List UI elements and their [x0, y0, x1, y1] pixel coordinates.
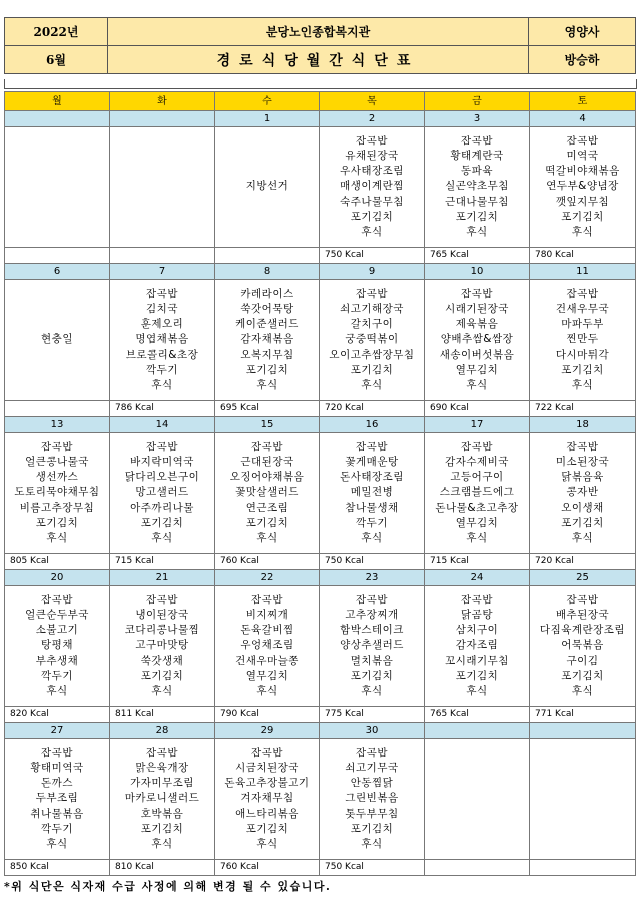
menu-item: 취나물볶음 [30, 807, 84, 820]
date-cell: 25 [530, 570, 636, 586]
day-header: 월 [5, 92, 110, 111]
menu-item: 쑥갓어묵탕 [240, 302, 294, 315]
menu-item: 후식 [151, 532, 173, 544]
menu-item: 포기김치 [140, 516, 184, 529]
menu-item: 부추생채 [35, 654, 79, 667]
kcal-cell: 750 Kcal [320, 248, 425, 264]
kcal-row [5, 401, 636, 417]
menu-item: 포기김치 [35, 516, 79, 529]
menu-item: 후식 [571, 685, 594, 697]
menu-item: 후식 [361, 532, 383, 544]
menu-cell [425, 739, 530, 860]
menu-item: 깍두기 [146, 363, 178, 376]
menu-cell [530, 739, 636, 860]
kcal-cell: 722 Kcal [530, 401, 636, 417]
year-cell: 2022년 [5, 18, 108, 46]
menu-cell [110, 433, 215, 554]
menu-item: 포기김치 [350, 822, 394, 835]
date-row [5, 111, 636, 127]
date-cell: 30 [320, 723, 425, 739]
date-row [5, 264, 636, 280]
menu-item: 포기김치 [561, 210, 604, 223]
menu-item: 숙주나물무침 [340, 195, 404, 208]
kcal-row [5, 248, 636, 264]
menu-item: 후식 [466, 379, 488, 391]
menu-item: 훈제오리 [140, 318, 184, 331]
menu-item: 포기김치 [561, 516, 604, 529]
menu-item: 우엉채조림 [240, 639, 294, 652]
menu-item: 맑은육개장 [135, 761, 189, 774]
menu-item: 포기김치 [350, 669, 394, 682]
menu-item: 깍두기 [41, 822, 73, 835]
menu-item: 카레라이스 [240, 287, 294, 300]
menu-item: 황태계란국 [450, 149, 504, 162]
date-cell: 21 [110, 570, 215, 586]
menu-cell [530, 433, 636, 554]
menu-item: 잡곡밥 [146, 746, 178, 759]
menu-cell [5, 280, 110, 401]
date-cell: 9 [320, 264, 425, 280]
menu-item: 잡곡밥 [566, 134, 599, 147]
month-cell: 6월 [5, 46, 108, 74]
date-cell: 11 [530, 264, 636, 280]
menu-cell [425, 280, 530, 401]
menu-item: 배추된장국 [555, 608, 610, 621]
date-cell: 22 [215, 570, 320, 586]
kcal-row [5, 707, 636, 723]
menu-item: 새송이버섯볶음 [439, 348, 515, 361]
date-cell: 28 [110, 723, 215, 739]
menu-item: 후식 [361, 685, 383, 697]
menu-item: 오복지무침 [240, 348, 294, 361]
kcal-cell: 805 Kcal [5, 554, 110, 570]
menu-item: 어묵볶음 [561, 639, 604, 652]
menu-item: 고구마맛탕 [135, 639, 189, 652]
menu-row [5, 433, 636, 554]
menu-cell [425, 433, 530, 554]
menu-item: 그린빈볶음 [345, 792, 399, 805]
date-cell: 6 [5, 264, 110, 280]
menu-table [4, 91, 636, 876]
menu-item: 톳두부무침 [345, 807, 399, 820]
menu-item: 비름고추장무침 [19, 501, 95, 514]
menu-item: 소불고기 [35, 624, 79, 637]
menu-item: 잡곡밥 [566, 593, 599, 606]
date-cell: 18 [530, 417, 636, 433]
menu-item: 포기김치 [455, 210, 499, 223]
menu-item: 유채된장국 [345, 149, 399, 162]
date-row [5, 723, 636, 739]
menu-item: 아주까리나물 [130, 501, 194, 514]
menu-item: 마파두부 [561, 318, 604, 331]
date-cell: 16 [320, 417, 425, 433]
menu-cell [110, 586, 215, 707]
kcal-cell: 780 Kcal [530, 248, 636, 264]
menu-row [5, 586, 636, 707]
menu-item: 망고샐러드 [135, 486, 189, 499]
menu-item: 실곤약초무침 [445, 180, 509, 193]
menu-item: 포기김치 [561, 363, 604, 376]
menu-item: 탕평채 [41, 639, 73, 652]
menu-item: 갈치구이 [350, 318, 394, 331]
menu-item: 포기김치 [245, 363, 289, 376]
date-cell [530, 723, 636, 739]
menu-item: 닭곰탕 [461, 608, 493, 621]
menu-item: 매생이계란찜 [340, 180, 404, 193]
menu-item: 호박볶음 [140, 807, 184, 820]
org-name: 분당노인종합복지관 [108, 18, 529, 46]
date-cell: 23 [320, 570, 425, 586]
menu-item: 후식 [151, 685, 173, 697]
kcal-row [5, 860, 636, 876]
menu-item: 멸치볶음 [350, 654, 394, 667]
date-cell: 29 [215, 723, 320, 739]
date-cell [425, 723, 530, 739]
menu-item: 다짐육계란장조림 [539, 624, 626, 637]
menu-item: 후식 [256, 532, 278, 544]
menu-item: 꼬시래기무침 [445, 654, 509, 667]
day-header: 화 [110, 92, 215, 111]
menu-item: 잡곡밥 [356, 593, 388, 606]
menu-cell [215, 280, 320, 401]
date-cell [110, 111, 215, 127]
menu-item: 잡곡밥 [251, 593, 283, 606]
menu-item: 돈육갈비찜 [240, 624, 294, 637]
menu-item: 잡곡밥 [356, 287, 388, 300]
date-cell: 10 [425, 264, 530, 280]
menu-item: 두부조림 [35, 792, 79, 805]
menu-item: 닭다리오븐구이 [124, 471, 200, 484]
page-title: 경로식당월간식단표 [108, 46, 529, 74]
footnote: *위 식단은 식자재 수급 사정에 의해 변경 될 수 있습니다. [4, 880, 332, 893]
kcal-cell: 765 Kcal [425, 707, 530, 723]
kcal-cell: 690 Kcal [425, 401, 530, 417]
menu-cell [215, 739, 320, 860]
menu-item: 열무김치 [455, 516, 499, 529]
menu-item: 양배추쌈&쌈장 [440, 333, 514, 346]
kcal-cell: 786 Kcal [110, 401, 215, 417]
kcal-row [5, 554, 636, 570]
menu-item: 포기김치 [350, 363, 394, 376]
menu-item: 잡곡밥 [41, 746, 73, 759]
menu-item: 쇠고기무국 [345, 761, 399, 774]
menu-item: 깻잎지무침 [555, 195, 610, 208]
day-header: 수 [215, 92, 320, 111]
date-cell: 14 [110, 417, 215, 433]
date-cell: 17 [425, 417, 530, 433]
menu-item: 바지락미역국 [130, 455, 194, 468]
menu-item: 고추장찌개 [345, 608, 399, 621]
menu-item: 후식 [466, 532, 488, 544]
menu-item: 포기김치 [245, 822, 289, 835]
menu-item: 현충일 [41, 333, 73, 346]
date-row [5, 570, 636, 586]
menu-item: 참나물생채 [345, 501, 399, 514]
menu-item: 잡곡밥 [251, 440, 283, 453]
date-cell: 15 [215, 417, 320, 433]
kcal-cell: 790 Kcal [215, 707, 320, 723]
menu-item: 후식 [571, 226, 594, 238]
menu-cell [110, 127, 215, 248]
date-cell: 1 [215, 111, 320, 127]
menu-cell [215, 586, 320, 707]
kcal-cell [530, 860, 636, 876]
menu-cell [215, 433, 320, 554]
kcal-cell [5, 248, 110, 264]
menu-item: 우사태장조림 [340, 165, 404, 178]
date-cell: 4 [530, 111, 636, 127]
date-cell: 8 [215, 264, 320, 280]
menu-item: 잡곡밥 [251, 746, 283, 759]
menu-cell [110, 739, 215, 860]
kcal-cell [5, 401, 110, 417]
menu-item: 미역국 [566, 149, 599, 162]
menu-item: 돈육고추장불고기 [224, 777, 310, 790]
menu-item: 꽃게매운탕 [345, 455, 399, 468]
kcal-cell: 775 Kcal [320, 707, 425, 723]
menu-item: 깍두기 [356, 516, 388, 529]
day-header: 목 [320, 92, 425, 111]
menu-item: 포기김치 [561, 669, 604, 682]
menu-item: 후식 [151, 379, 173, 391]
menu-item: 잡곡밥 [461, 593, 493, 606]
menu-cell [530, 586, 636, 707]
menu-cell [320, 586, 425, 707]
menu-item: 잡곡밥 [461, 287, 493, 300]
menu-item: 김치국 [146, 302, 178, 315]
date-cell: 20 [5, 570, 110, 586]
menu-item: 닭볶음육 [561, 471, 604, 484]
person-name: 방승하 [529, 46, 636, 74]
menu-item: 마카로니샐러드 [124, 792, 200, 805]
menu-cell [425, 586, 530, 707]
menu-cell [5, 739, 110, 860]
menu-item: 오이고추쌈장무침 [329, 348, 415, 361]
menu-cell [320, 280, 425, 401]
menu-item: 후식 [46, 532, 68, 544]
menu-item: 후식 [151, 838, 173, 850]
date-cell: 3 [425, 111, 530, 127]
menu-item: 구이김 [566, 654, 599, 667]
menu-cell [215, 127, 320, 248]
menu-item: 포기김치 [245, 516, 289, 529]
kcal-cell: 771 Kcal [530, 707, 636, 723]
menu-item: 후식 [571, 532, 594, 544]
menu-item: 가자미무조림 [130, 777, 194, 790]
menu-item: 감자수제비국 [445, 455, 509, 468]
menu-item: 후식 [571, 379, 594, 391]
menu-item: 황태미역국 [30, 761, 84, 774]
menu-item: 떡갈비야채볶음 [545, 165, 620, 178]
menu-item: 잡곡밥 [41, 440, 73, 453]
menu-item: 고등어구이 [450, 471, 504, 484]
menu-item: 후식 [46, 685, 68, 697]
kcal-cell: 750 Kcal [320, 554, 425, 570]
menu-item: 포기김치 [140, 669, 184, 682]
menu-cell [110, 280, 215, 401]
menu-item: 시래기된장국 [445, 302, 509, 315]
menu-item: 메밀전병 [350, 486, 394, 499]
menu-item: 함박스테이크 [340, 624, 404, 637]
menu-item: 잡곡밥 [356, 746, 388, 759]
day-header: 금 [425, 92, 530, 111]
menu-item: 지방선거 [245, 180, 289, 193]
menu-item: 잡곡밥 [41, 593, 73, 606]
menu-item: 연근조림 [245, 501, 289, 514]
menu-item: 포기김치 [455, 669, 499, 682]
menu-item: 후식 [256, 685, 278, 697]
menu-item: 후식 [361, 838, 383, 850]
menu-item: 건새우무국 [555, 302, 610, 315]
role-label: 영양사 [529, 18, 636, 46]
date-cell: 24 [425, 570, 530, 586]
menu-item: 후식 [466, 685, 488, 697]
menu-item: 애느타리볶음 [235, 807, 299, 820]
menu-item: 얼큰콩나물국 [25, 455, 89, 468]
menu-item: 연두부&양념장 [546, 180, 619, 193]
day-header-row [5, 92, 636, 111]
kcal-cell: 720 Kcal [320, 401, 425, 417]
kcal-cell: 750 Kcal [320, 860, 425, 876]
menu-item: 명엽채볶음 [135, 333, 189, 346]
menu-item: 후식 [361, 379, 383, 391]
menu-cell [530, 280, 636, 401]
kcal-cell: 820 Kcal [5, 707, 110, 723]
menu-item: 열무김치 [455, 363, 499, 376]
menu-item: 돈사태장조림 [340, 471, 404, 484]
menu-item: 포기김치 [140, 822, 184, 835]
menu-item: 겨자채무침 [240, 792, 294, 805]
menu-item: 꽃맛살샐러드 [235, 486, 299, 499]
menu-item: 열무김치 [245, 669, 289, 682]
menu-item: 스크램블드에그 [439, 486, 515, 499]
kcal-cell: 760 Kcal [215, 554, 320, 570]
menu-item: 후식 [46, 838, 68, 850]
menu-item: 제육볶음 [455, 318, 499, 331]
menu-row [5, 280, 636, 401]
menu-item: 안동찜닭 [350, 777, 394, 790]
menu-cell [530, 127, 636, 248]
kcal-cell: 720 Kcal [530, 554, 636, 570]
kcal-cell: 715 Kcal [110, 554, 215, 570]
menu-item: 코다리콩나물찜 [124, 624, 200, 637]
menu-cell [320, 433, 425, 554]
menu-item: 쇠고기해장국 [340, 302, 404, 315]
menu-item: 잡곡밥 [356, 134, 388, 147]
date-cell [5, 111, 110, 127]
menu-item: 잡곡밥 [146, 440, 178, 453]
kcal-cell: 850 Kcal [5, 860, 110, 876]
menu-item: 브로콜리&초장 [125, 348, 199, 361]
menu-item: 잡곡밥 [566, 440, 599, 453]
kcal-cell: 715 Kcal [425, 554, 530, 570]
menu-item: 근대된장국 [240, 455, 294, 468]
kcal-cell [425, 860, 530, 876]
menu-item: 도토리묵야채무침 [14, 486, 100, 499]
menu-item: 얼큰순두부국 [25, 608, 89, 621]
menu-item: 잡곡밥 [146, 593, 178, 606]
menu-item: 비지찌개 [245, 608, 289, 621]
kcal-cell: 695 Kcal [215, 401, 320, 417]
date-row [5, 417, 636, 433]
header-spacer [4, 79, 637, 89]
menu-row [5, 127, 636, 248]
kcal-cell [110, 248, 215, 264]
kcal-cell [215, 248, 320, 264]
menu-item: 양상추샐러드 [340, 639, 404, 652]
menu-item: 궁중떡볶이 [345, 333, 399, 346]
menu-item: 돈나물&초고추장 [435, 501, 519, 514]
menu-item: 잡곡밥 [461, 440, 493, 453]
menu-item: 돈까스 [41, 777, 73, 790]
menu-item: 건새우마늘쫑 [235, 654, 299, 667]
date-cell: 7 [110, 264, 215, 280]
date-cell: 27 [5, 723, 110, 739]
kcal-cell: 765 Kcal [425, 248, 530, 264]
menu-item: 생선까스 [35, 471, 79, 484]
menu-item: 케이준샐러드 [235, 318, 299, 331]
menu-cell [5, 433, 110, 554]
menu-cell [320, 739, 425, 860]
menu-item: 후식 [361, 226, 383, 238]
menu-item: 근대나물무침 [445, 195, 509, 208]
menu-item: 찐만두 [566, 333, 599, 346]
menu-item: 감자채볶음 [240, 333, 294, 346]
menu-item: 후식 [256, 379, 278, 391]
menu-item: 삼치구이 [455, 624, 499, 637]
menu-cell [320, 127, 425, 248]
date-cell: 13 [5, 417, 110, 433]
header-table [4, 17, 636, 74]
kcal-cell: 811 Kcal [110, 707, 215, 723]
menu-row [5, 739, 636, 860]
menu-item: 동파육 [461, 165, 493, 178]
menu-item: 잡곡밥 [566, 287, 599, 300]
menu-item: 오이생채 [561, 501, 604, 514]
menu-item: 쑥갓생채 [140, 654, 184, 667]
menu-item: 잡곡밥 [356, 440, 388, 453]
menu-item: 잡곡밥 [461, 134, 493, 147]
menu-item: 포기김치 [350, 210, 394, 223]
menu-item: 깍두기 [41, 669, 73, 682]
kcal-cell: 760 Kcal [215, 860, 320, 876]
menu-cell [5, 586, 110, 707]
menu-item: 감자조림 [455, 639, 499, 652]
date-cell: 2 [320, 111, 425, 127]
menu-cell [5, 127, 110, 248]
menu-item: 오징어야채볶음 [229, 471, 305, 484]
menu-item: 후식 [466, 226, 488, 238]
menu-item: 미소된장국 [555, 455, 610, 468]
menu-item: 다시마튀각 [555, 348, 610, 361]
menu-cell [425, 127, 530, 248]
menu-item: 냉이된장국 [135, 608, 189, 621]
menu-item: 후식 [256, 838, 278, 850]
menu-item: 잡곡밥 [146, 287, 178, 300]
kcal-cell: 810 Kcal [110, 860, 215, 876]
menu-item: 시금치된장국 [235, 761, 299, 774]
menu-item: 콩자반 [566, 486, 599, 499]
day-header: 토 [530, 92, 636, 111]
